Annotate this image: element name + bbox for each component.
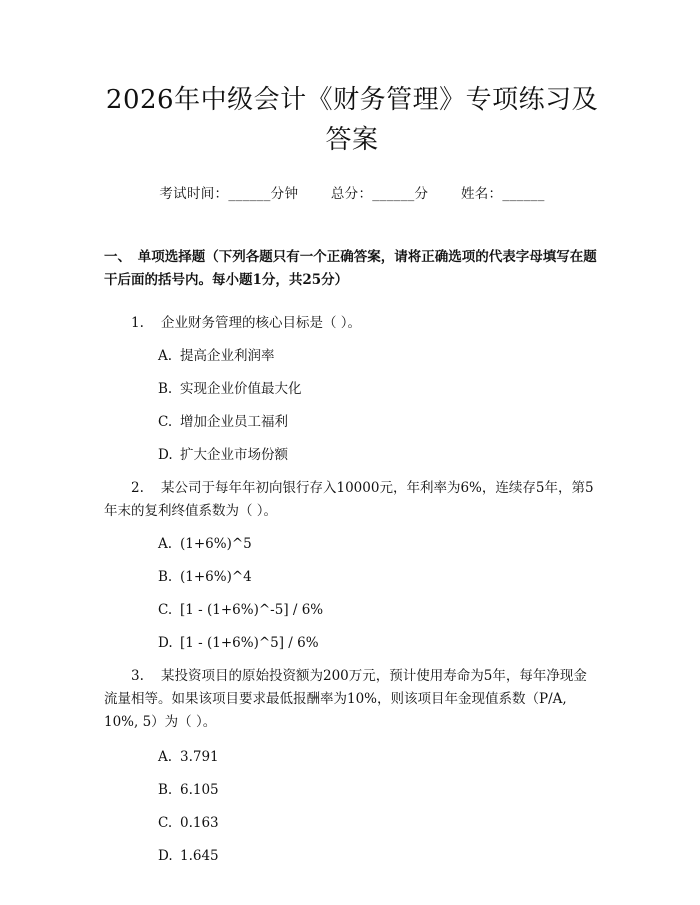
total-score-field: 总分：______分: [330, 186, 429, 202]
option-b: [104, 566, 600, 589]
question-2: [104, 477, 600, 655]
question-text: 某投资项目的原始投资额为200万元，预计使用寿命为5年，每年净现金流量相等。如果该项目要求最低报酬率为10%，则该项目年金现值系数（P/A, 10%, 5）为（ ）。: [104, 668, 587, 730]
option-text: 扩大企业市场份额: [180, 447, 288, 463]
option-a: [104, 746, 600, 769]
option-letter: B.: [158, 381, 173, 397]
option-text: 0.163: [180, 815, 219, 831]
question-number: 2.: [131, 480, 144, 496]
name-field: 姓名：______: [460, 186, 545, 202]
option-letter: C.: [158, 414, 173, 430]
option-d: [104, 632, 600, 655]
option-text: [1 - (1+6%)^5] / 6%: [180, 635, 319, 651]
option-text: 实现企业价值最大化: [180, 381, 302, 397]
option-text: 3.791: [180, 749, 219, 765]
option-letter: D.: [158, 635, 173, 651]
question-1: [104, 312, 600, 467]
option-text: (1+6%)^5: [180, 536, 252, 552]
option-text: 提高企业利润率: [180, 348, 275, 364]
question-3: [104, 665, 600, 868]
option-letter: C.: [158, 602, 173, 618]
option-letter: A.: [158, 749, 173, 765]
option-text: 6.105: [180, 782, 219, 798]
option-letter: C.: [158, 815, 173, 831]
question-stem: [104, 477, 600, 523]
option-text: 增加企业员工福利: [180, 414, 288, 430]
question-stem: [104, 665, 600, 734]
question-text: 某公司于每年年初向银行存入10000元，年利率为6%，连续存5年，第5年末的复利终值系数为（ ）。: [104, 480, 594, 519]
question-number: 3.: [131, 668, 144, 684]
option-letter: D.: [158, 447, 173, 463]
option-letter: A.: [158, 536, 173, 552]
option-a: [104, 345, 600, 368]
option-letter: D.: [158, 848, 173, 864]
option-letter: A.: [158, 348, 173, 364]
option-a: [104, 533, 600, 556]
exam-time-field: 考试时间：______分钟: [159, 186, 299, 202]
question-text: 企业财务管理的核心目标是（ ）。: [161, 315, 362, 331]
document-title: 2026年中级会计《财务管理》专项练习及答案: [105, 85, 599, 155]
question-stem: [104, 312, 600, 335]
option-d: [104, 444, 600, 467]
option-c: [104, 599, 600, 622]
option-text: (1+6%)^4: [180, 569, 252, 585]
option-c: [104, 411, 600, 434]
section-heading: 一、 单项选择题（下列各题只有一个正确答案，请将正确选项的代表字母填写在题干后面的括号内。每小题1分，共25分）: [104, 249, 597, 288]
option-c: [104, 812, 600, 835]
option-text: 1.645: [180, 848, 219, 864]
question-number: 1.: [131, 315, 144, 331]
option-b: [104, 378, 600, 401]
option-d: [104, 845, 600, 868]
option-text: [1 - (1+6%)^-5] / 6%: [180, 602, 324, 618]
exam-meta: [104, 182, 600, 202]
option-letter: B.: [158, 782, 173, 798]
option-letter: B.: [158, 569, 173, 585]
option-b: [104, 779, 600, 802]
